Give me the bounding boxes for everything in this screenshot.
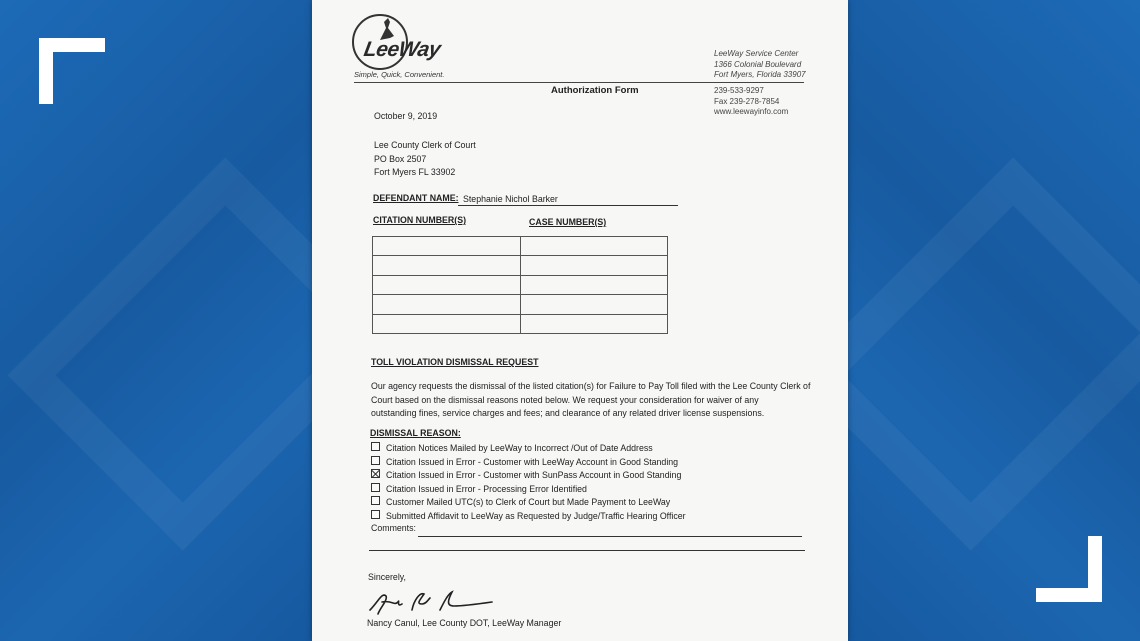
reason-checkbox[interactable] (371, 496, 380, 505)
form-title: Authorization Form (551, 85, 639, 96)
defendant-name-line (458, 205, 678, 206)
defendant-name-value: Stephanie Nichol Barker (463, 194, 558, 204)
letter-date: October 9, 2019 (374, 111, 438, 121)
reason-label: Citation Issued in Error - Customer with LeeWay Account in Good Standing (386, 457, 679, 467)
reason-label: Citation Notices Mailed by LeeWay to Incorrect /Out of Date Address (386, 443, 653, 453)
handwritten-signature (368, 588, 498, 618)
table-row (373, 256, 668, 275)
dismissal-reason-heading: DISMISSAL REASON: (370, 428, 461, 438)
corner-bracket-bottom-right (1036, 536, 1102, 602)
reason-checkbox[interactable] (371, 456, 380, 465)
reason-label: Submitted Affidavit to LeeWay as Requested by Judge/Traffic Hearing Officer (386, 511, 686, 521)
reason-checkbox[interactable] (371, 510, 380, 519)
contact-info: 239-533-9297 Fax 239-278-7854 www.leewayinfo.com (714, 86, 789, 116)
citation-number-header: CITATION NUMBER(S) (373, 215, 467, 225)
header-divider (354, 82, 804, 83)
citation-case-table (372, 236, 668, 334)
table-row (373, 237, 668, 256)
reason-label: Citation Issued in Error - Processing Error Identified (386, 484, 587, 494)
leeway-logo-text: LeeWay (362, 38, 443, 61)
dismissal-request-body: Our agency requests the dismissal of the listed citation(s) for Failure to Pay Toll filed with the Lee County Clerk of Court based on the dismissal reasons noted below. We request your consideration for waiver of any outstanding fines, service charges and fees; and clearance of any related driver license suspensions. (371, 381, 811, 418)
table-row (373, 314, 668, 333)
closing: Sincerely, (368, 572, 406, 582)
recipient-address: Lee County Clerk of Court PO Box 2507 Fort Myers FL 33902 (374, 140, 476, 177)
reason-checkbox-checked[interactable] (371, 469, 380, 478)
service-center-address: LeeWay Service Center 1366 Colonial Boulevard Fort Myers, Florida 33907 (714, 49, 806, 79)
comments-label: Comments: (371, 523, 416, 533)
authorization-form-document (312, 0, 848, 641)
reason-label: Citation Issued in Error - Customer with SunPass Account in Good Standing (386, 470, 682, 480)
table-row (373, 275, 668, 294)
logo-tagline: Simple, Quick, Convenient. (354, 70, 445, 79)
corner-bracket-top-left (39, 38, 105, 104)
comments-line (418, 536, 802, 537)
case-number-header: CASE NUMBER(S) (529, 217, 607, 227)
defendant-name-label: DEFENDANT NAME: (373, 193, 459, 203)
reason-checkbox[interactable] (371, 442, 380, 451)
comments-line (369, 550, 805, 551)
table-row (373, 295, 668, 314)
reason-checkbox[interactable] (371, 483, 380, 492)
reason-label: Customer Mailed UTC(s) to Clerk of Court but Made Payment to LeeWay (386, 497, 671, 507)
signatory-name: Nancy Canul, Lee County DOT, LeeWay Manager (367, 618, 562, 628)
dismissal-request-heading: TOLL VIOLATION DISMISSAL REQUEST (371, 357, 539, 367)
